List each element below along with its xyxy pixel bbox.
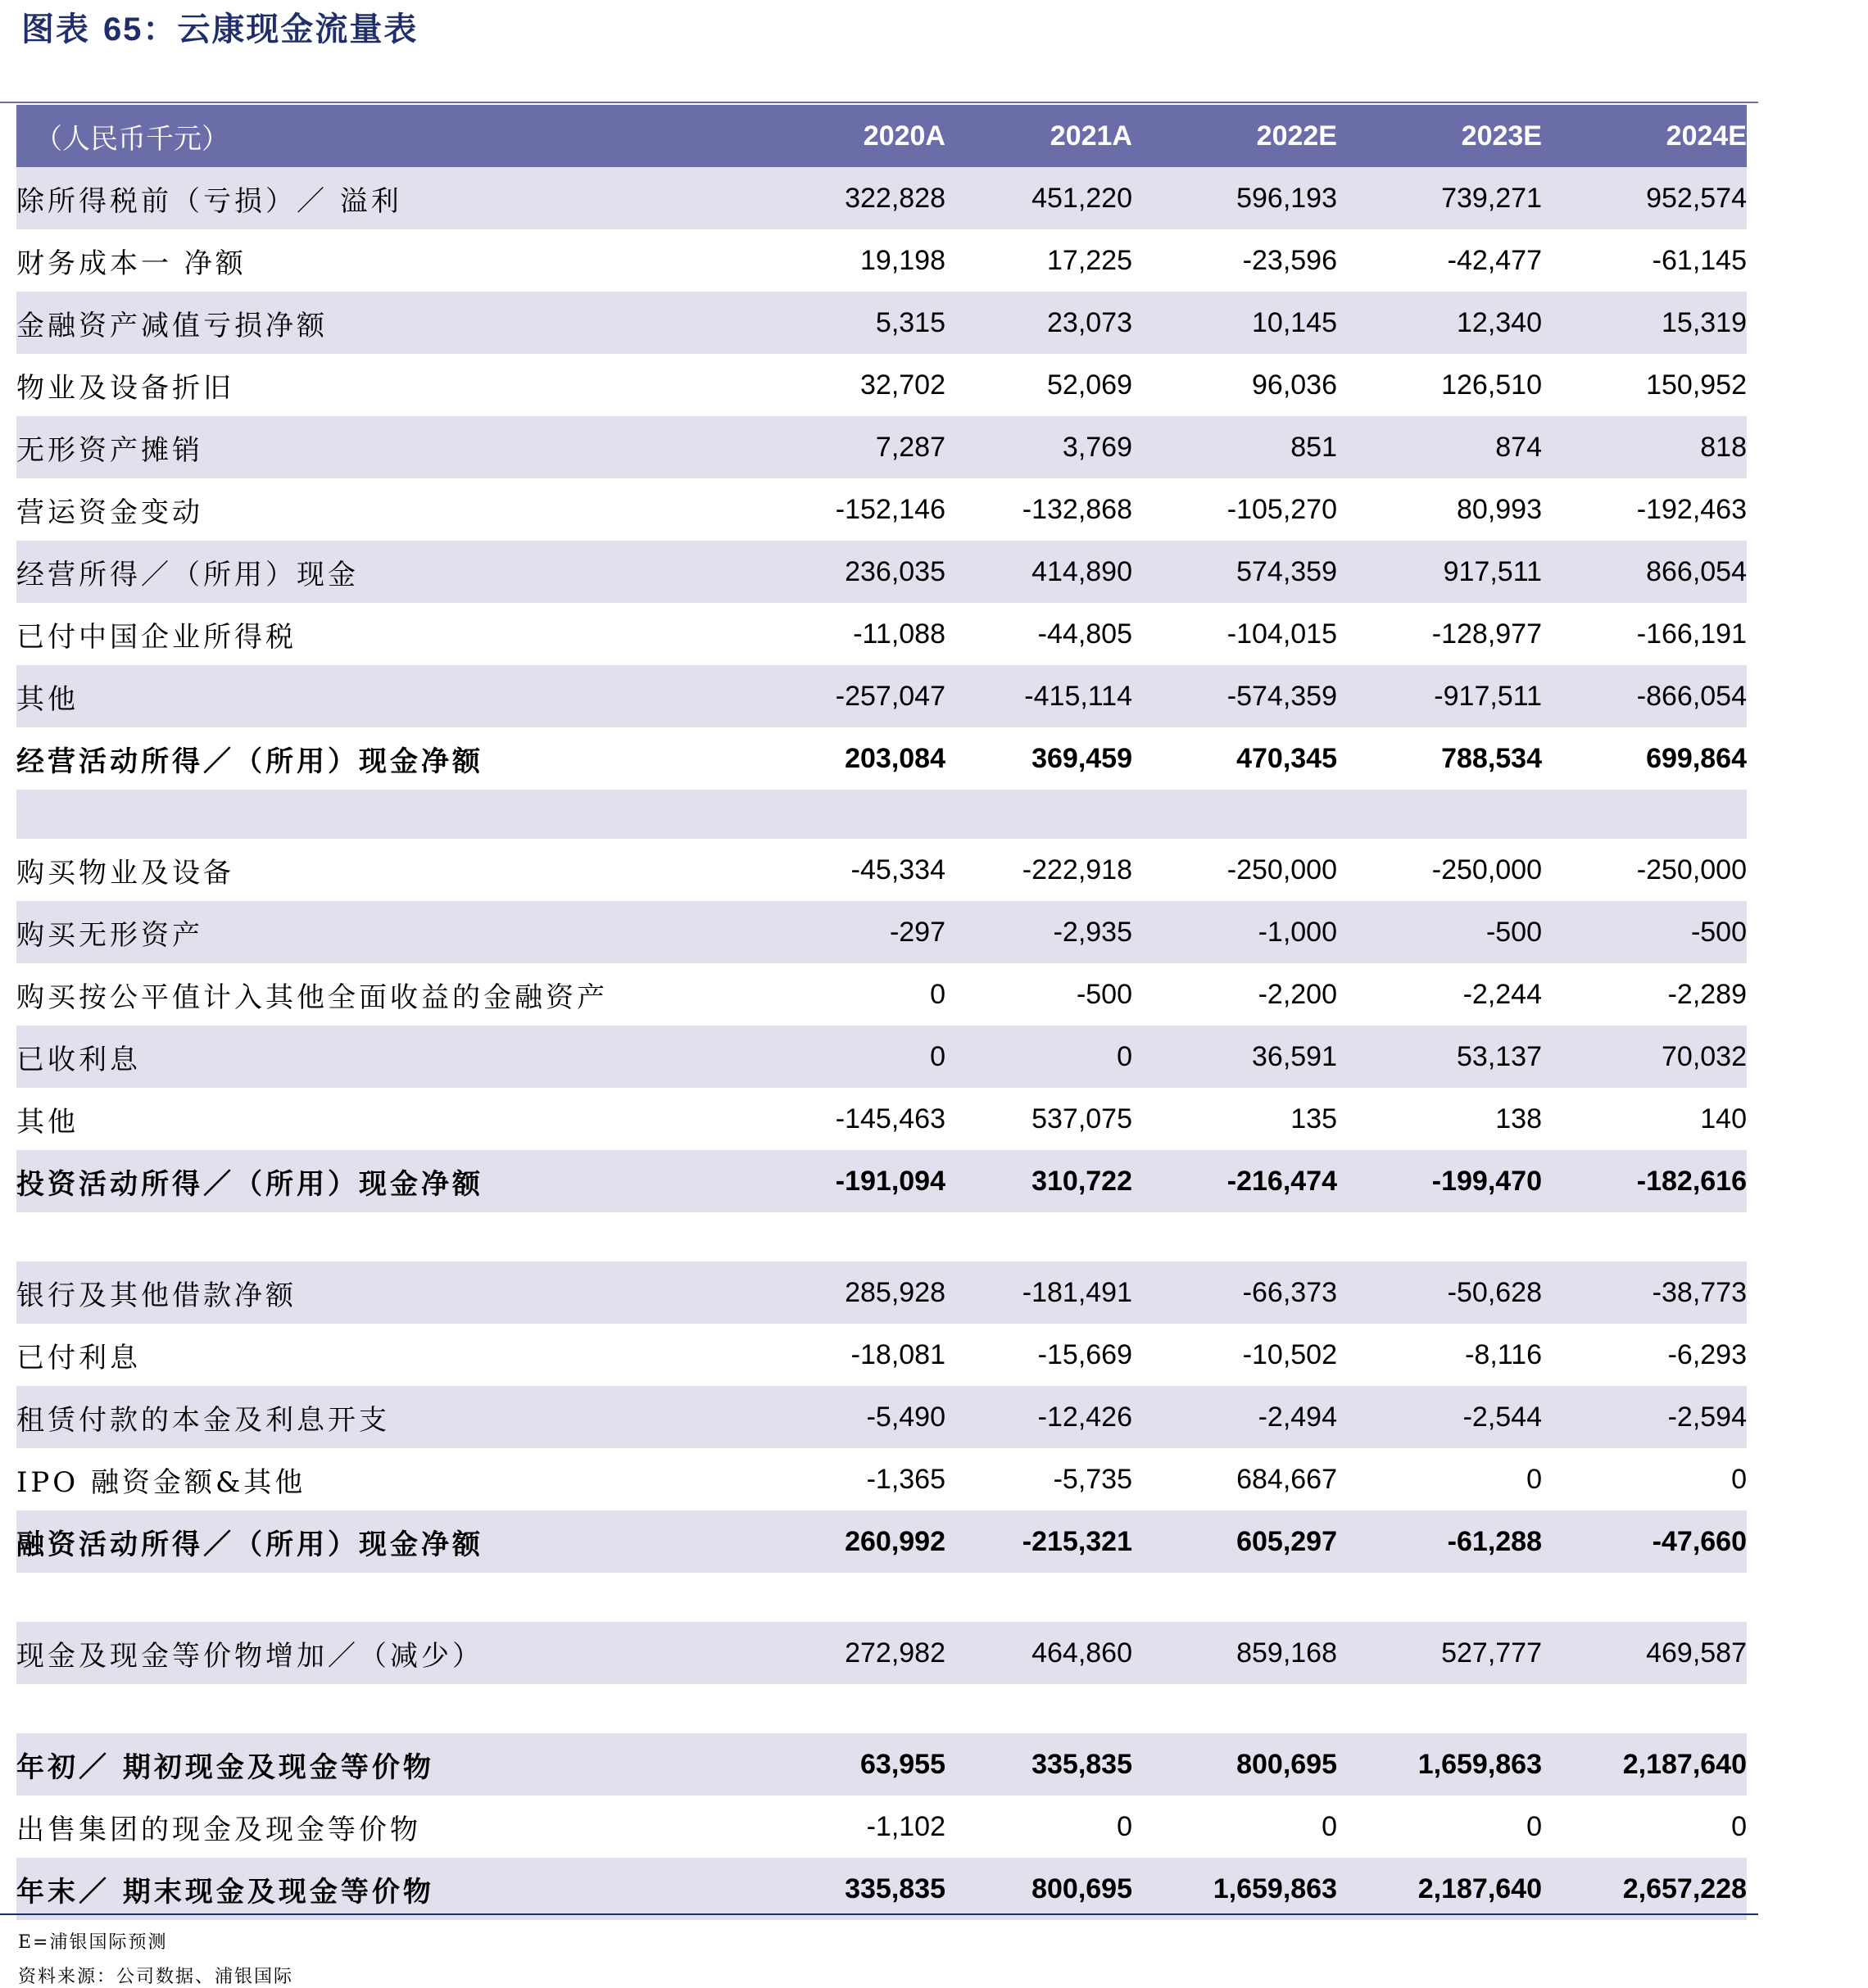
row-value: -250,000 <box>1431 854 1542 885</box>
table-row <box>16 229 1747 292</box>
spacer-row <box>16 1573 1747 1622</box>
table-row <box>16 963 1747 1026</box>
header-year: 2024E <box>1666 120 1747 152</box>
row-label: 已付利息 <box>16 1341 141 1374</box>
row-value: 80,993 <box>1457 493 1542 525</box>
spacer-row <box>16 1684 1747 1733</box>
row-value: -44,805 <box>1037 618 1132 650</box>
table-row <box>16 727 1747 790</box>
row-value: 0 <box>930 1040 945 1072</box>
row-value: 0 <box>1526 1463 1542 1495</box>
row-value: 310,722 <box>1031 1165 1132 1197</box>
row-value: -866,054 <box>1636 680 1747 712</box>
row-value: -11,088 <box>853 618 945 650</box>
top-rule <box>0 102 1758 103</box>
row-label: 营运资金变动 <box>16 496 203 529</box>
table-row <box>16 1858 1747 1920</box>
row-value: -574,359 <box>1226 680 1337 712</box>
row-label: 其他 <box>16 682 79 716</box>
title-prefix: 图表 <box>21 10 90 48</box>
table-row <box>16 1261 1747 1324</box>
row-value: -257,047 <box>835 680 945 712</box>
row-value: -2,494 <box>1258 1401 1337 1433</box>
row-label: 购买按公平值计入其他全面收益的金融资产 <box>16 980 608 1014</box>
row-value: 596,193 <box>1236 182 1337 214</box>
row-label: 无形资产摊销 <box>16 433 203 467</box>
row-value: 917,511 <box>1443 555 1542 587</box>
row-value: -8,116 <box>1465 1338 1542 1370</box>
row-value: 10,145 <box>1252 306 1337 338</box>
cash-flow-table <box>16 105 1747 1920</box>
header-year: 2020A <box>863 120 945 152</box>
row-value: 335,835 <box>1031 1748 1132 1780</box>
row-value: 53,137 <box>1457 1040 1542 1072</box>
row-value: 150,952 <box>1646 369 1747 401</box>
row-label: 已收利息 <box>16 1043 141 1076</box>
row-value: 537,075 <box>1031 1103 1132 1134</box>
table-row <box>16 839 1747 901</box>
row-value: 469,587 <box>1646 1637 1747 1669</box>
spacer-row <box>16 1212 1747 1261</box>
row-value: 70,032 <box>1662 1040 1747 1072</box>
table-row <box>16 665 1747 727</box>
row-value: 1,659,863 <box>1213 1873 1337 1904</box>
table-row <box>16 416 1747 478</box>
table-row <box>16 478 1747 541</box>
row-value: 2,187,640 <box>1622 1748 1747 1780</box>
table-row <box>16 167 1747 229</box>
row-value: -199,470 <box>1431 1165 1542 1197</box>
row-label: 物业及设备折旧 <box>16 371 234 405</box>
row-label: IPO 融资金额&其他 <box>16 1465 306 1499</box>
source-note: 资料来源：公司数据、浦银国际 <box>18 1967 294 1987</box>
row-value: 3,769 <box>1062 431 1132 463</box>
row-value: -2,289 <box>1667 978 1747 1010</box>
row-value: -66,373 <box>1242 1276 1337 1308</box>
spacer-cell <box>16 790 1747 839</box>
row-value: -297 <box>889 916 945 948</box>
row-label: 财务成本一 净额 <box>16 247 247 280</box>
row-value: -15,669 <box>1037 1338 1132 1370</box>
row-value: -216,474 <box>1226 1165 1337 1197</box>
row-value: 527,777 <box>1441 1637 1542 1669</box>
row-value: 800,695 <box>1031 1873 1132 1904</box>
row-value: -128,977 <box>1431 618 1542 650</box>
row-value: -5,735 <box>1053 1463 1132 1495</box>
row-value: 1,659,863 <box>1417 1748 1542 1780</box>
row-value: 0 <box>930 978 945 1010</box>
row-value: 605,297 <box>1236 1525 1337 1557</box>
row-value: -2,244 <box>1462 978 1542 1010</box>
row-value: 140 <box>1700 1103 1747 1134</box>
row-label: 银行及其他借款净额 <box>16 1279 297 1312</box>
table-row <box>16 541 1747 603</box>
row-value: 138 <box>1495 1103 1542 1134</box>
row-label: 除所得税前（亏损）／ 溢利 <box>16 184 402 218</box>
table-row <box>16 292 1747 354</box>
row-value: 260,992 <box>845 1525 945 1557</box>
row-value: -250,000 <box>1636 854 1747 885</box>
row-value: 800,695 <box>1236 1748 1337 1780</box>
row-value: 699,864 <box>1646 742 1747 774</box>
row-value: -50,628 <box>1447 1276 1542 1308</box>
row-label: 经营活动所得／（所用）现金净额 <box>16 745 483 778</box>
row-value: -500 <box>1690 916 1747 948</box>
row-value: -500 <box>1076 978 1132 1010</box>
row-value: 19,198 <box>860 244 945 276</box>
table-row <box>16 1796 1747 1858</box>
table-row <box>16 1448 1747 1510</box>
row-label: 购买无形资产 <box>16 918 203 952</box>
table-row <box>16 1088 1747 1150</box>
row-value: -166,191 <box>1636 618 1747 650</box>
title-text: 云康现金流量表 <box>177 10 419 48</box>
title-number: 65： <box>102 11 178 48</box>
row-value: -1,365 <box>866 1463 945 1495</box>
row-value: 126,510 <box>1441 369 1542 401</box>
header-year: 2022E <box>1256 120 1337 152</box>
table-header-row <box>16 105 1747 167</box>
row-label: 租赁付款的本金及利息开支 <box>16 1403 390 1437</box>
row-value: -2,935 <box>1053 916 1132 948</box>
row-value: 2,187,640 <box>1417 1873 1542 1904</box>
row-value: 451,220 <box>1031 182 1132 214</box>
row-value: -2,200 <box>1258 978 1337 1010</box>
spacer-cell <box>16 1573 1747 1622</box>
row-value: 32,702 <box>860 369 945 401</box>
row-value: -415,114 <box>1024 680 1132 712</box>
row-value: 866,054 <box>1646 555 1747 587</box>
row-value: -152,146 <box>835 493 945 525</box>
row-value: 0 <box>1322 1810 1337 1842</box>
row-value: -917,511 <box>1434 680 1542 712</box>
row-value: 414,890 <box>1031 555 1132 587</box>
header-year: 2023E <box>1461 120 1542 152</box>
row-value: 874 <box>1495 431 1542 463</box>
row-value: -105,270 <box>1226 493 1337 525</box>
row-value: -1,000 <box>1258 916 1337 948</box>
row-value: -132,868 <box>1022 493 1132 525</box>
row-value: -145,463 <box>835 1103 945 1134</box>
row-value: -500 <box>1485 916 1542 948</box>
row-value: 322,828 <box>845 182 945 214</box>
row-label: 融资活动所得／（所用）现金净额 <box>16 1528 483 1561</box>
row-value: -38,773 <box>1652 1276 1747 1308</box>
row-value: -47,660 <box>1652 1525 1747 1557</box>
row-value: -5,490 <box>866 1401 945 1433</box>
row-value: 5,315 <box>875 306 945 338</box>
row-value: 0 <box>1731 1463 1747 1495</box>
row-value: 739,271 <box>1441 182 1542 214</box>
row-value: -104,015 <box>1226 618 1337 650</box>
row-value: 12,340 <box>1457 306 1542 338</box>
row-value: -61,145 <box>1652 244 1747 276</box>
row-value: -42,477 <box>1447 244 1542 276</box>
header-unit-label: （人民币千元） <box>34 122 229 156</box>
spacer-cell <box>16 1212 1747 1261</box>
row-label: 年末／ 期末现金及现金等价物 <box>16 1875 434 1909</box>
row-label: 购买物业及设备 <box>16 856 234 890</box>
row-value: 952,574 <box>1646 182 1747 214</box>
row-value: 236,035 <box>845 555 945 587</box>
row-value: -192,463 <box>1636 493 1747 525</box>
row-value: -2,544 <box>1462 1401 1542 1433</box>
row-value: 788,534 <box>1441 742 1542 774</box>
table-row <box>16 1150 1747 1212</box>
spacer-cell <box>16 1684 1747 1733</box>
row-value: 272,982 <box>845 1637 945 1669</box>
row-value: 684,667 <box>1236 1463 1337 1495</box>
row-value: 17,225 <box>1047 244 1132 276</box>
row-value: -250,000 <box>1226 854 1337 885</box>
row-value: 203,084 <box>845 742 945 774</box>
row-label: 出售集团的现金及现金等价物 <box>16 1813 421 1846</box>
row-label: 现金及现金等价物增加／（减少） <box>16 1639 483 1673</box>
row-value: -23,596 <box>1242 244 1337 276</box>
row-label: 经营所得／（所用）现金 <box>16 558 359 591</box>
row-value: 335,835 <box>845 1873 945 1904</box>
spacer-row <box>16 790 1747 839</box>
row-label: 已付中国企业所得税 <box>16 620 297 654</box>
bottom-rule <box>0 1913 1758 1915</box>
row-value: -182,616 <box>1636 1165 1747 1197</box>
header-year: 2021A <box>1050 120 1132 152</box>
table-row <box>16 1026 1747 1088</box>
row-value: 574,359 <box>1236 555 1337 587</box>
row-value: 7,287 <box>875 431 945 463</box>
row-value: -61,288 <box>1447 1525 1542 1557</box>
row-value: 2,657,228 <box>1622 1873 1747 1904</box>
row-value: -10,502 <box>1242 1338 1337 1370</box>
row-value: 15,319 <box>1662 306 1747 338</box>
page-title <box>21 3 418 50</box>
row-value: 0 <box>1526 1810 1542 1842</box>
row-value: -191,094 <box>835 1165 945 1197</box>
row-label: 投资活动所得／（所用）现金净额 <box>16 1167 483 1201</box>
row-value: 36,591 <box>1252 1040 1337 1072</box>
table-row <box>16 1510 1747 1573</box>
row-value: 470,345 <box>1236 742 1337 774</box>
row-label: 年初／ 期初现金及现金等价物 <box>16 1750 434 1784</box>
forecast-note: E=浦银国际预测 <box>18 1932 168 1953</box>
table-row <box>16 1622 1747 1684</box>
row-value: 96,036 <box>1252 369 1337 401</box>
row-value: -181,491 <box>1022 1276 1132 1308</box>
row-value: -12,426 <box>1037 1401 1132 1433</box>
row-value: 285,928 <box>845 1276 945 1308</box>
row-value: -215,321 <box>1022 1525 1132 1557</box>
row-value: 464,860 <box>1031 1637 1132 1669</box>
row-label: 金融资产减值亏损净额 <box>16 309 328 342</box>
row-value: 0 <box>1117 1040 1132 1072</box>
row-value: 135 <box>1290 1103 1337 1134</box>
table-row <box>16 901 1747 963</box>
row-label: 其他 <box>16 1105 79 1139</box>
table-row <box>16 1324 1747 1386</box>
row-value: 23,073 <box>1047 306 1132 338</box>
table-row <box>16 1733 1747 1796</box>
table-row <box>16 1386 1747 1448</box>
row-value: -1,102 <box>866 1810 945 1842</box>
row-value: 818 <box>1700 431 1747 463</box>
table-row <box>16 354 1747 416</box>
row-value: 369,459 <box>1031 742 1132 774</box>
row-value: -6,293 <box>1667 1338 1747 1370</box>
row-value: -2,594 <box>1667 1401 1747 1433</box>
table-row <box>16 603 1747 665</box>
row-value: -45,334 <box>850 854 945 885</box>
row-value: 0 <box>1731 1810 1747 1842</box>
row-value: 63,955 <box>860 1748 945 1780</box>
row-value: 859,168 <box>1236 1637 1337 1669</box>
row-value: -222,918 <box>1022 854 1132 885</box>
row-value: 52,069 <box>1047 369 1132 401</box>
row-value: 0 <box>1117 1810 1132 1842</box>
row-value: -18,081 <box>850 1338 945 1370</box>
row-value: 851 <box>1290 431 1337 463</box>
